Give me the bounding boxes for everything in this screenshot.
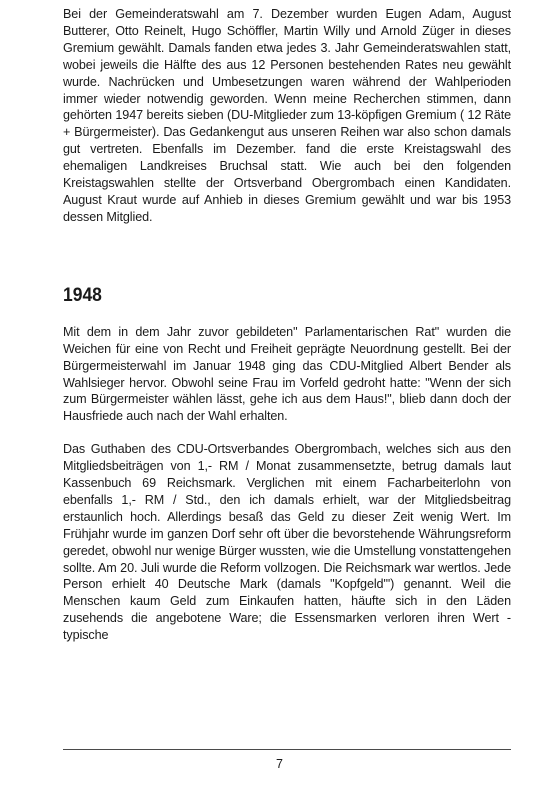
footer-rule <box>63 749 511 750</box>
spacer <box>63 226 511 284</box>
paragraph-parlamentarischer-rat: Mit dem in dem Jahr zuvor gebildeten" Parlamentarischen Rat" wurden die Weichen für eine von Recht und Freiheit geprägte Neuordnung gestellt. Bei der Bürgermeisterwahl im Januar 1948 ging das CDU-Mitglied Albert Bender als Wahlsieger hervor. Obwohl seine Frau im Vorfeld gedroht hatte: "Wenn der sich zum Bürgermeister wählen lässt, gehe ich aus dem Haus!", blieb dann doch der Hausfriede auch nach der Wahl erhalten. <box>63 324 511 424</box>
page-body <box>63 6 511 644</box>
paragraph-gap <box>63 425 511 441</box>
paragraph-gemeinderatswahl: Bei der Gemeinderatswahl am 7. Dezember wurden Eugen Adam, August Butterer, Otto Reinelt, Hugo Schöffler, Martin Willy und Arnold Züger in dieses Gremium gewählt. Damals fanden etwa jedes 3. Jahr Gemeinderatswahlen statt, wobei jeweils die Hälfte des aus 12 Personen bestehenden Rates neu gewählt wurde. Nachrücken und Umbesetzungen waren während der Wahlperioden immer wieder notwendig geworden. Wenn meine Recherchen stimmen, dann gehörten 1947 bereits sieben (DU-Mitglieder zum 13-köpfigen Gremium ( 12 Räte + Bürgermeister). Das Gedankengut aus unseren Reihen war also schon damals gut vertreten. Ebenfalls im Dezember. fand die erste Kreistagswahl des ehemaligen Landkreises Bruchsal statt. Wie auch bei den folgenden Kreistagswahlen stellte der Ortsverband Obergrombach einen Kandidaten. August Kraut wurde auf Anhieb in dieses Gremium gewählt und war bis 1953 dessen Mitglied. <box>63 7 511 224</box>
section-heading-1948: 1948 <box>63 284 102 306</box>
paragraph-guthaben: Das Guthaben des CDU-Ortsverbandes Obergrombach, welches sich aus den Mitgliedsbeiträgen von 1,- RM / Monat zusammensetzte, betrug damals laut Kassenbuch 69 Reichsmark. Verglichen mit einem Facharbeiterlohn von ebenfalls 1,- RM / Std., den ich damals erhielt, war der Mitgliedsbeitrag erstaunlich hoch. Allerdings besaß das Geld zu dieser Zeit wenig Wert. Im Frühjahr wurde im ganzen Dorf sehr oft über die bevorstehende Währungsreform geredet, obwohl nur wenige Bürger wussten, wie die Umstellung vonstattengehen sollte. Am 20. Juli wurde die Reform vollzogen. Die Reichsmark war wertlos. Jede Person erhielt 40 Deutsche Mark (damals "Kopfgeld"') genannt. Weil die Menschen kaum Geld zum Einkaufen hatten, häufte sich in den Läden zusehends die angebotene Ware; die Essensmarken verloren ihren Wert - typische <box>63 442 511 643</box>
page-number: 7 <box>276 757 283 771</box>
spacer <box>63 308 511 324</box>
